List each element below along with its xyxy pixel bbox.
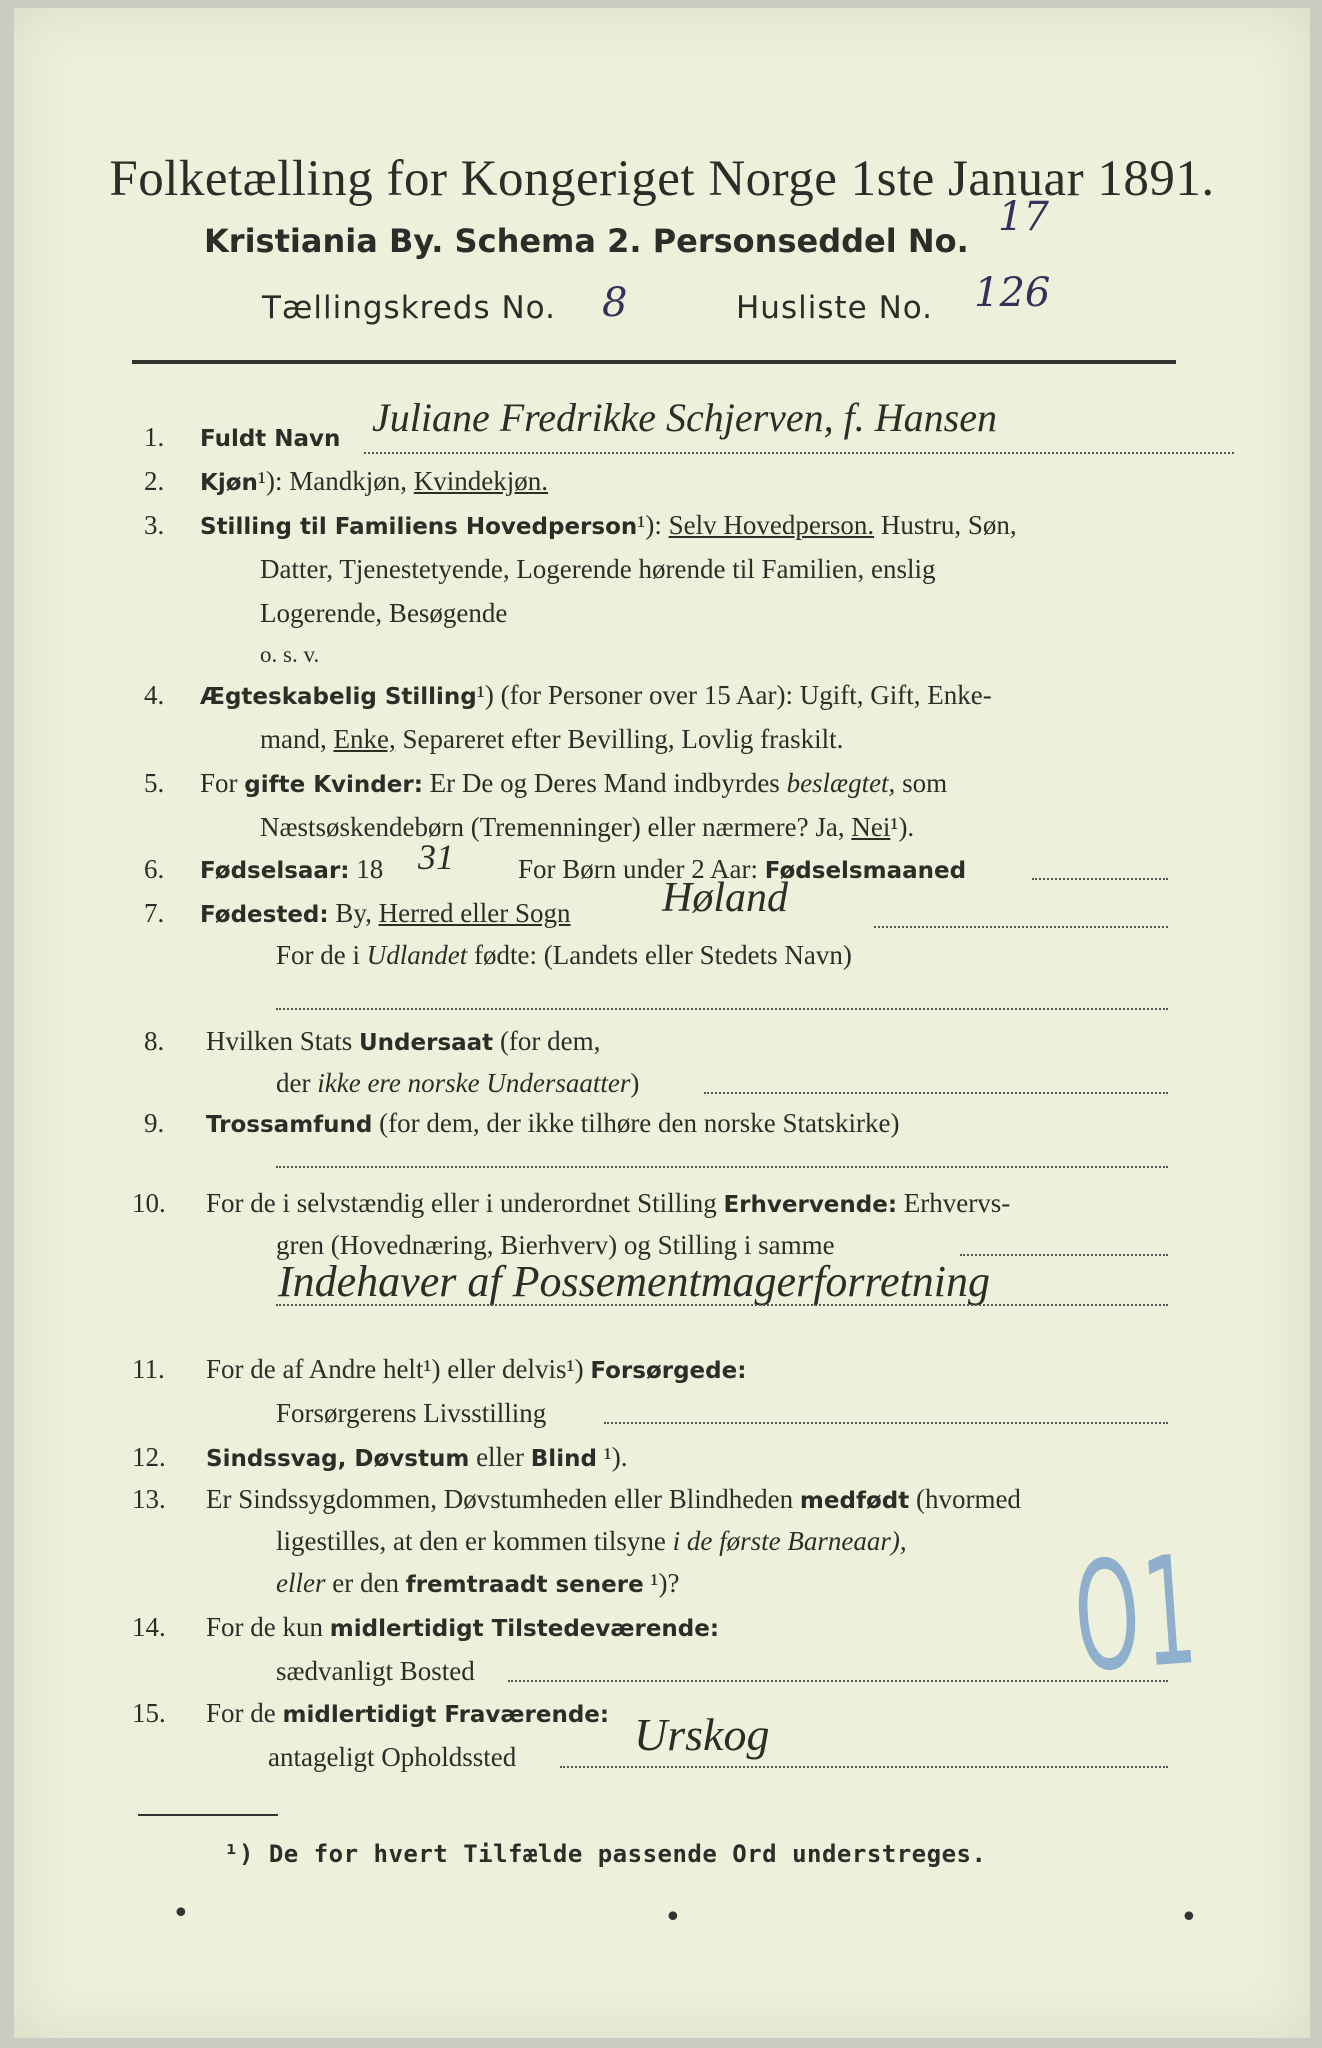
birth-year-answer: 31 [418, 837, 454, 877]
item-5: For gifte Kvinder: Er De og Deres Mand indbyrdes beslægtet, som [200, 768, 948, 798]
item-7-line2: For de i Udlandet fødte: (Landets eller Stedets Navn) [276, 940, 852, 970]
item-4-line2: mand, Enke, Separeret efter Bevilling, Lovlig fraskilt. [260, 724, 844, 754]
corner-mark-icon: • [1180, 1900, 1198, 1935]
answer-line [704, 1092, 1168, 1094]
item-number: 4. [144, 680, 165, 710]
item-13-line3: eller er den fremtraadt senere ¹)? [276, 1568, 680, 1598]
answer-line [874, 926, 1168, 928]
item-15: For de midlertidigt Fraværende: [206, 1698, 610, 1728]
footnote-divider [138, 1814, 278, 1816]
occupation-answer: Indehaver af Possementmagerforretning [278, 1257, 991, 1306]
answer-line [276, 1166, 1168, 1168]
item-11-line2: Forsørgerens Livsstilling [276, 1398, 547, 1428]
item-number: 8. [144, 1026, 165, 1056]
item-7: Fødested: By, Herred eller Sogn [200, 898, 571, 928]
husliste-number: 126 [974, 270, 1051, 316]
answer-line [560, 1766, 1168, 1768]
corner-mark-icon: • [172, 1896, 190, 1931]
item-number: 10. [132, 1188, 166, 1218]
item-number: 14. [132, 1612, 166, 1642]
item-6: Fødselsaar: 18 [200, 854, 384, 884]
item-5-line2: Næstsøskendebørn (Tremenninger) eller nærmere? Ja, Nei¹). [260, 812, 915, 842]
form-title: Folketælling for Kongeriget Norge 1ste Januar 1891. [109, 151, 1215, 207]
item-14-line2: sædvanligt Bosted [276, 1656, 475, 1686]
answer-line [276, 1304, 1168, 1306]
item-2: Kjøn¹): Mandkjøn, Kvindekjøn. [200, 466, 548, 496]
answer-line [960, 1254, 1168, 1256]
personseddel-line [204, 222, 969, 260]
answer-line [364, 452, 1234, 454]
kreds-number: 8 [602, 280, 628, 326]
item-1-label: Fuldt Navn [200, 426, 341, 452]
item-number: 15. [132, 1698, 166, 1728]
full-name-answer: Juliane Fredrikke Schjerven, f. Hansen [372, 395, 997, 440]
item-4: Ægteskabelig Stilling¹) (for Personer over 15 Aar): Ugift, Gift, Enke- [200, 680, 992, 710]
blue-pencil-mark: O1 [1068, 1523, 1205, 1707]
birthplace-answer: Høland [662, 875, 788, 921]
item-number: 5. [144, 768, 165, 798]
kreds-label: Tællingskreds No. [262, 290, 556, 326]
center-mark-icon: • [664, 1900, 682, 1935]
item-number: 11. [132, 1354, 165, 1384]
item-number: 12. [132, 1442, 166, 1472]
item-6-child: For Børn under 2 Aar: Fødselsmaaned [518, 854, 967, 884]
item-number: 6. [144, 854, 165, 884]
answer-line [276, 1008, 1168, 1010]
footnote: ¹) De for hvert Tilfælde passende Ord understreges. [224, 1840, 987, 1868]
item-11: For de af Andre helt¹) eller delvis¹) Forsørgede: [206, 1354, 747, 1384]
item-10-line2: gren (Hovednæring, Bierhverv) og Stilling i samme [276, 1230, 835, 1260]
item-3-line4: o. s. v. [260, 642, 320, 667]
item-3: Stilling til Familiens Hovedperson¹): Selv Hovedperson. Hustru, Søn, [200, 510, 1017, 540]
item-number: 13. [132, 1484, 166, 1514]
item-number: 2. [144, 466, 165, 496]
absence-place-answer: Urskog [634, 1709, 770, 1760]
item-13-line2: ligestilles, at den er kommen tilsyne i de første Barneaar), [276, 1526, 907, 1556]
item-number: 1. [144, 422, 165, 452]
answer-line [508, 1680, 1168, 1682]
husliste-label: Husliste No. [736, 290, 934, 326]
item-10: For de i selvstændig eller i underordnet Stilling Erhvervende: Erhvervs- [206, 1188, 1011, 1218]
item-15-line2: antageligt Opholdssted [268, 1742, 517, 1772]
census-form [14, 8, 1310, 2038]
kreds-line [262, 290, 556, 326]
item-8-line2: der ikke ere norske Undersaatter) [276, 1068, 640, 1098]
item-number: 7. [144, 898, 165, 928]
answer-line [1032, 878, 1168, 880]
answer-line [604, 1422, 1168, 1424]
item-14: For de kun midlertidigt Tilstedeværende: [206, 1612, 720, 1642]
item-13: Er Sindssygdommen, Døvstumheden eller Blindheden medfødt (hvormed [206, 1484, 1021, 1514]
personseddel-number: 17 [998, 194, 1049, 240]
item-12: Sindssvag, Døvstum eller Blind ¹). [206, 1442, 628, 1472]
item-9: Trossamfund (for dem, der ikke tilhøre den norske Statskirke) [206, 1108, 900, 1138]
item-3-line3: Logerende, Besøgende [260, 598, 508, 628]
personseddel-label: Kristiania By. Schema 2. Personseddel No. [204, 222, 969, 260]
item-number: 3. [144, 510, 165, 540]
item-8: Hvilken Stats Undersaat (for dem, [206, 1026, 601, 1056]
item-3-line2: Datter, Tjenestetyende, Logerende hørende til Familien, enslig [260, 554, 936, 584]
item-number: 9. [144, 1108, 165, 1138]
header-divider [132, 360, 1176, 364]
